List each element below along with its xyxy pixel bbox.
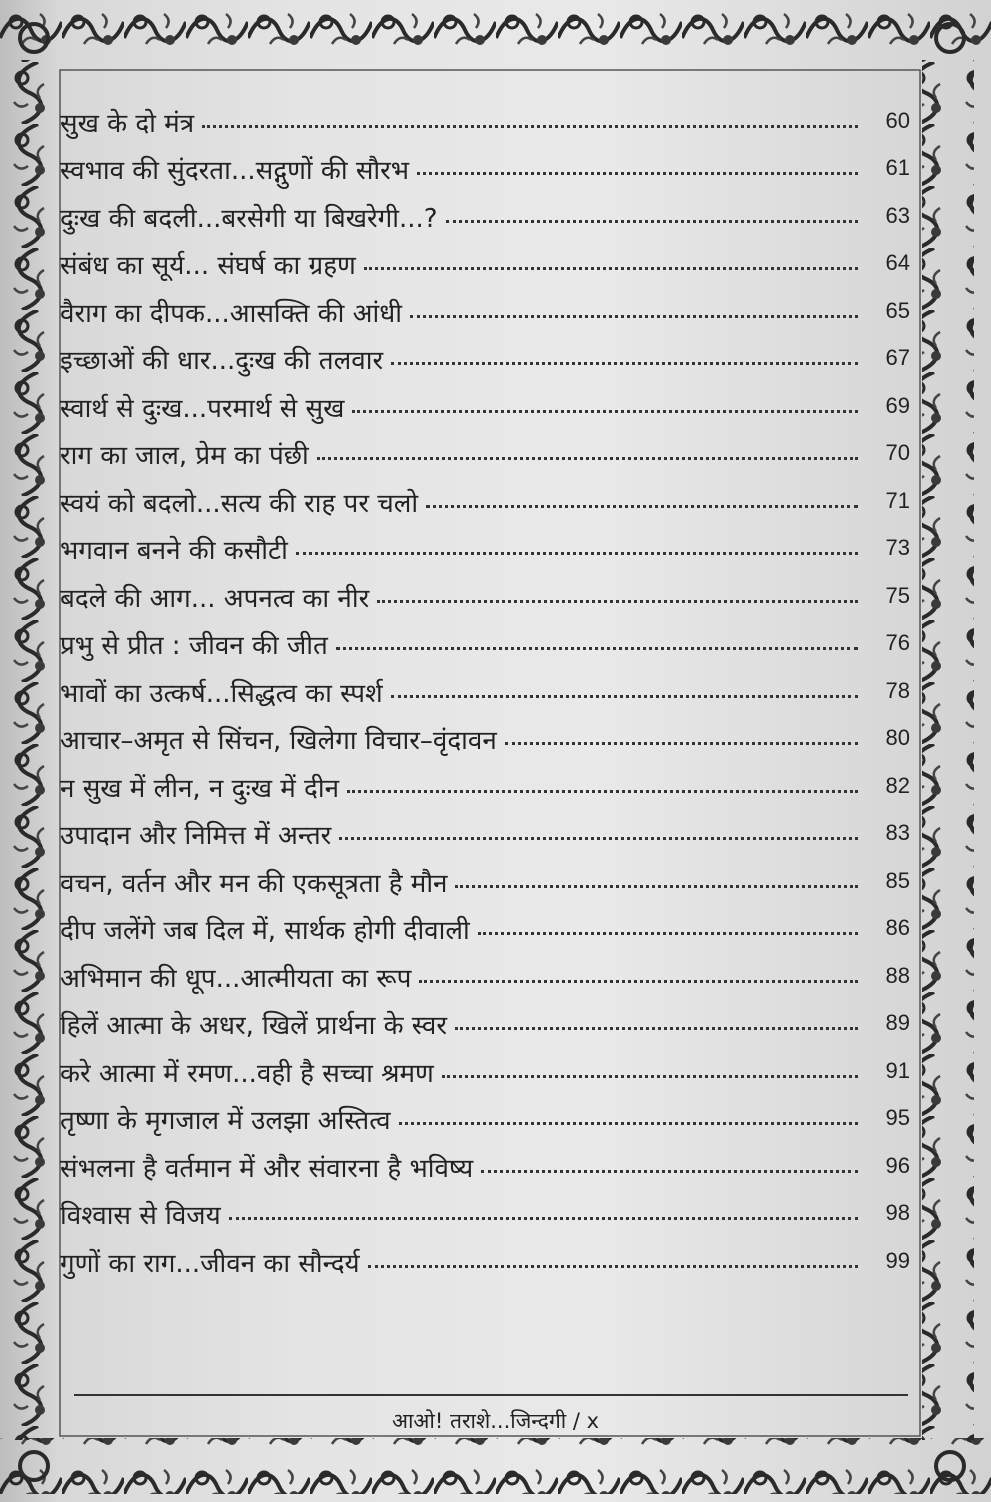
entry-page-number: 61 (885, 155, 910, 180)
toc-entry (60, 140, 910, 188)
entry-title: संबंध का सूर्य... संघर्ष का ग्रहण (60, 251, 356, 281)
toc-entry (60, 282, 910, 330)
toc-entry (60, 1185, 910, 1233)
entry-title: संभलना है वर्तमान में और संवारना है भविष्य (60, 1153, 474, 1184)
dot-leader (426, 505, 858, 508)
dot-leader (377, 600, 858, 603)
entry-title: भगवान बनने की कसौटी (60, 536, 288, 566)
entry-title: वचन, वर्तन और मन की एकसूत्रता है मौन (60, 868, 448, 899)
table-of-contents (60, 92, 910, 1280)
entry-page-number: 86 (885, 915, 910, 940)
toc-entry (60, 805, 910, 853)
entry-title: इच्छाओं की धार...दुःख की तलवार (60, 346, 384, 376)
dot-leader (442, 1075, 858, 1078)
dot-leader (478, 932, 858, 935)
entry-title: अभिमान की धूप...आत्मीयता का रूप (60, 963, 412, 994)
toc-entry (60, 1090, 910, 1138)
entry-title: स्वार्थ से दुःख...परमार्थ से सुख (60, 393, 345, 424)
dot-leader (391, 362, 858, 365)
entry-title: उपादान और निमित्त में अन्तर (60, 821, 332, 851)
entry-title: वैराग का दीपक...आसक्ति की आंधी (60, 298, 402, 329)
dot-leader (229, 1217, 858, 1220)
toc-entry (60, 1232, 910, 1280)
entry-title: करे आत्मा में रमण...वही है सच्चा श्रमण (60, 1058, 434, 1089)
entry-title: न सुख में लीन, न दुःख में दीन (60, 773, 340, 804)
dot-leader (481, 1170, 858, 1173)
dot-leader (391, 695, 858, 698)
toc-entry (60, 235, 910, 283)
page-footer: आओ! तराशे...जिन्दगी / x (391, 1409, 600, 1433)
entry-title: आचार–अमृत से सिंचन, खिलेगा विचार–वृंदावन (60, 726, 497, 756)
toc-entry (60, 377, 910, 425)
entry-title: बदले की आग... अपनत्व का नीर (60, 583, 370, 614)
toc-entry (60, 472, 910, 520)
entry-page-number: 82 (885, 772, 910, 798)
entry-title: भावों का उत्कर्ष...सिद्धत्व का स्पर्श (60, 678, 383, 709)
dot-leader (419, 980, 858, 983)
dot-leader (364, 267, 858, 270)
toc-entry (60, 1042, 910, 1090)
toc-entry (60, 757, 910, 805)
entry-title: प्रभु से प्रीत : जीवन की जीत (60, 631, 328, 661)
entry-title: दीप जलेंगे जब दिल में, सार्थक होगी दीवाली (60, 916, 470, 946)
entry-page-number: 70 (885, 440, 910, 465)
entry-page-number: 64 (885, 250, 910, 275)
entry-page-number: 85 (885, 867, 910, 893)
dot-leader (446, 220, 858, 223)
toc-entry (60, 900, 910, 948)
entry-page-number: 89 (885, 1010, 910, 1035)
entry-page-number: 73 (885, 535, 910, 560)
entry-title: स्वभाव की सुंदरता...सद्गुणों की सौरभ (60, 156, 410, 186)
dot-leader (336, 647, 858, 650)
dot-leader (505, 742, 858, 745)
entry-page-number: 96 (885, 1152, 910, 1178)
toc-entry (60, 852, 910, 900)
toc-entry (60, 615, 910, 663)
dot-leader (347, 790, 858, 793)
dot-leader (455, 1027, 858, 1030)
toc-entry (60, 567, 910, 615)
toc-entry (60, 520, 910, 568)
dot-leader (296, 552, 858, 555)
entry-page-number: 91 (885, 1057, 910, 1083)
dot-leader (455, 885, 858, 888)
toc-entry (60, 662, 910, 710)
entry-page-number: 60 (885, 107, 910, 133)
footer-divider (74, 1394, 908, 1396)
entry-page-number: 80 (885, 725, 910, 750)
entry-page-number: 88 (885, 962, 910, 988)
toc-entry (60, 92, 910, 140)
entry-page-number: 83 (885, 820, 910, 845)
entry-title: तृष्णा के मृगजाल में उलझा अस्तित्व (60, 1106, 391, 1136)
entry-page-number: 65 (885, 297, 910, 323)
entry-page-number: 76 (885, 630, 910, 655)
entry-page-number: 69 (885, 392, 910, 418)
dot-leader (399, 1122, 858, 1125)
toc-entry (60, 947, 910, 995)
entry-page-number: 78 (885, 677, 910, 703)
toc-entry (60, 425, 910, 473)
entry-title: सुख के दो मंत्र (60, 108, 195, 139)
dot-leader (202, 125, 858, 128)
entry-page-number: 99 (885, 1247, 910, 1273)
dot-leader (352, 410, 858, 413)
dot-leader (410, 315, 858, 318)
dot-leader (368, 1265, 858, 1268)
entry-page-number: 98 (885, 1200, 910, 1225)
entry-title: गुणों का राग...जीवन का सौन्दर्य (60, 1248, 360, 1279)
dot-leader (317, 457, 858, 460)
entry-title: स्वयं को बदलो...सत्य की राह पर चलो (60, 488, 419, 519)
toc-entry (60, 995, 910, 1043)
toc-entry (60, 187, 910, 235)
entry-page-number: 95 (885, 1105, 910, 1130)
entry-page-number: 63 (885, 202, 910, 228)
toc-entry (60, 710, 910, 758)
toc-entry (60, 1137, 910, 1185)
toc-entry (60, 330, 910, 378)
dot-leader (339, 837, 858, 840)
entry-page-number: 75 (885, 582, 910, 608)
entry-title: हिलें आत्मा के अधर, खिलें प्रार्थना के स्वर (60, 1011, 448, 1041)
entry-title: राग का जाल, प्रेम का पंछी (60, 441, 309, 471)
entry-page-number: 71 (885, 487, 910, 513)
entry-title: विश्वास से विजय (60, 1201, 221, 1231)
dot-leader (417, 172, 858, 175)
entry-title: दुःख की बदली...बरसेगी या बिखरेगी...? (60, 203, 438, 234)
entry-page-number: 67 (885, 345, 910, 370)
